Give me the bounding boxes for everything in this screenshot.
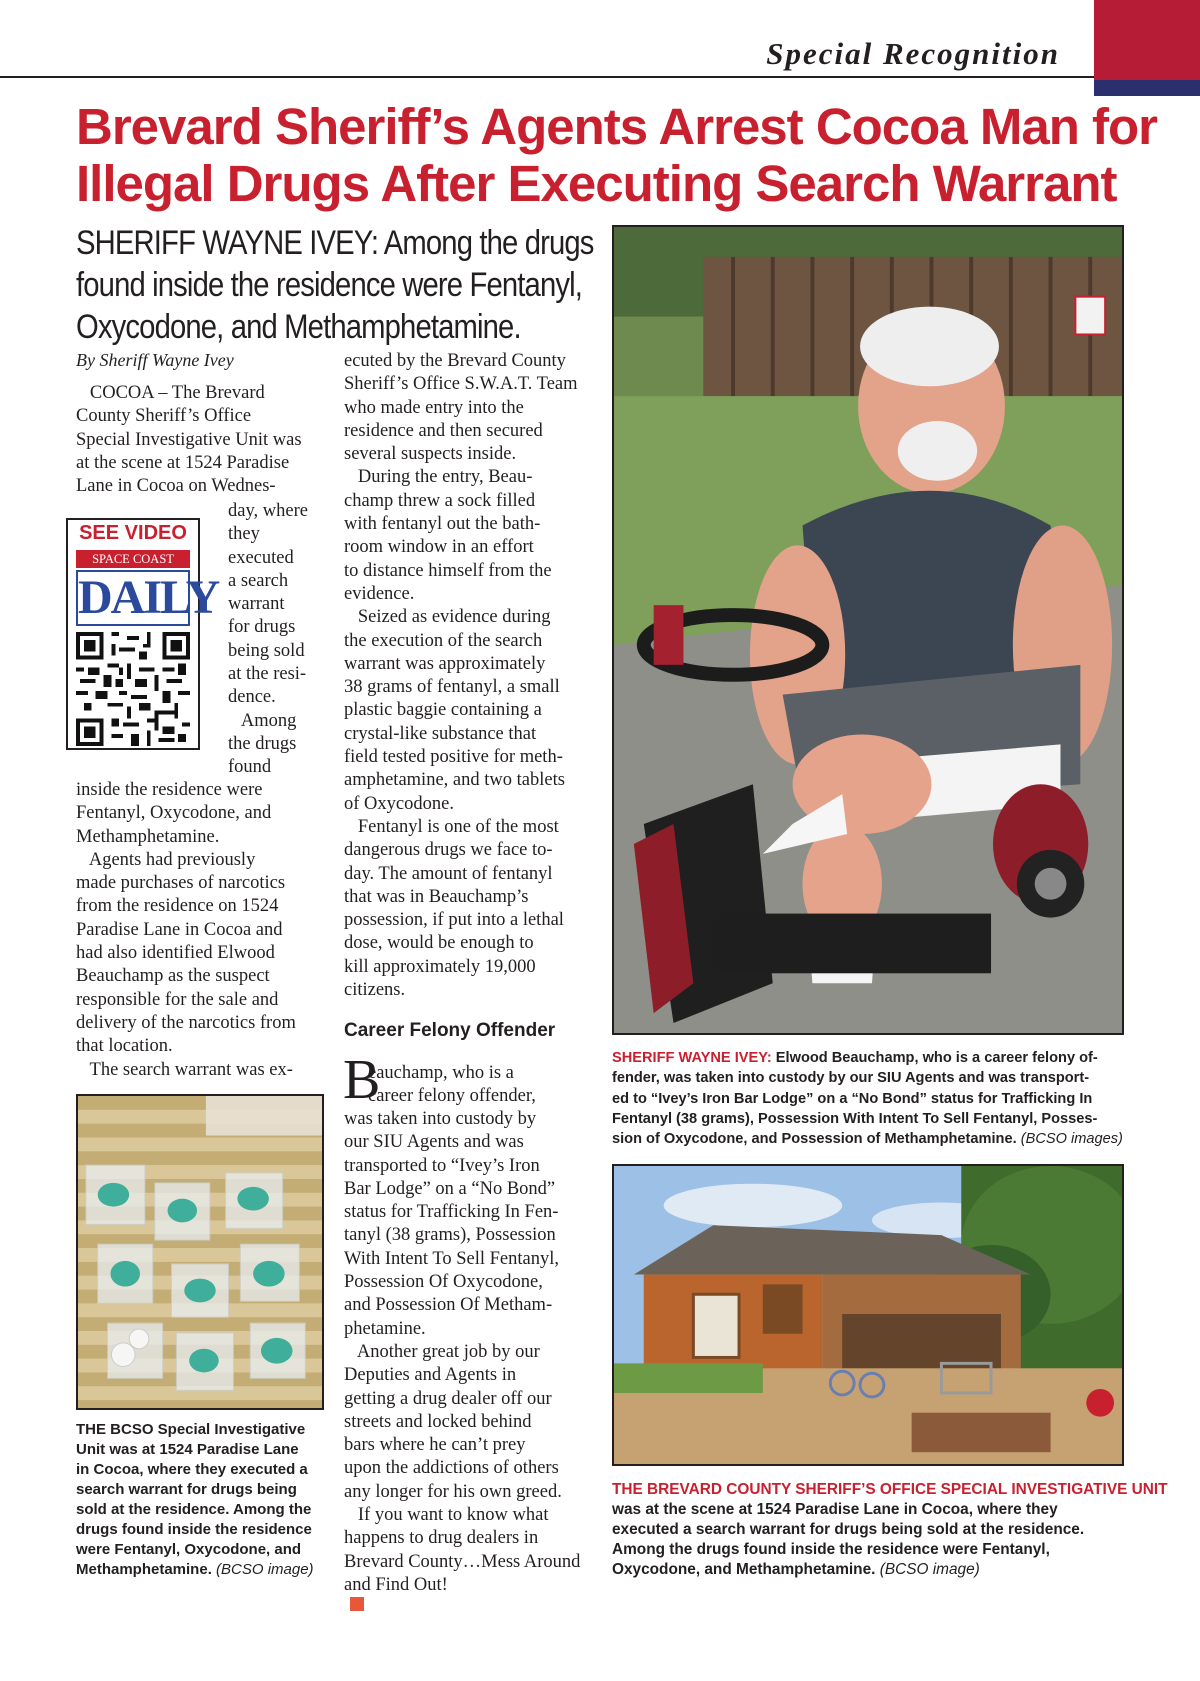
body-column-2-dropcap-lines xyxy=(368,1062,536,1109)
body-line: day, where xyxy=(228,501,308,521)
residence-photo xyxy=(612,1164,1124,1466)
caption-lead: SHERIFF WAYNE IVEY: xyxy=(612,1050,772,1066)
caption-line: drugs found inside the residence xyxy=(76,1521,312,1538)
caption-line: search warrant for drugs being xyxy=(76,1481,297,1498)
body-column-2-bottom xyxy=(344,1108,580,1611)
section-label: Special Recognition xyxy=(766,36,1060,71)
body-line: evidence. xyxy=(344,583,415,604)
body-line: Special Investigative Unit was xyxy=(76,429,302,450)
body-line: had also identified Elwood xyxy=(76,943,275,964)
caption-text: Elwood Beauchamp, who is a career felony of- xyxy=(771,1050,1098,1066)
daily-logo xyxy=(76,570,219,626)
drugs-photo-illustration xyxy=(78,1096,322,1408)
body-line: transported to “Ivey’s Iron xyxy=(344,1155,540,1176)
residence-photo-caption xyxy=(612,1480,1168,1580)
body-line: at the scene at 1524 Paradise xyxy=(76,452,290,473)
body-line: If you want to know what xyxy=(344,1505,549,1526)
section-subhead: Career Felony Offender xyxy=(344,1020,556,1041)
body-line: residence and then secured xyxy=(344,420,543,441)
caption-line: executed a search warrant for drugs being sold at the residence. xyxy=(612,1521,1085,1538)
body-line: streets and locked behind xyxy=(344,1411,532,1432)
residence-photo-illustration xyxy=(614,1166,1122,1464)
body-line: was taken into custody by xyxy=(344,1109,537,1129)
body-line: day. The amount of fentanyl xyxy=(344,863,553,884)
body-line: happens to drug dealers in xyxy=(344,1528,539,1549)
body-column-1-top xyxy=(76,382,302,498)
body-line: warrant was approximately xyxy=(344,653,546,674)
body-line: 38 grams of fentanyl, a small xyxy=(344,677,560,698)
body-line: citizens. xyxy=(344,980,406,1001)
header-red-block xyxy=(1094,0,1200,80)
body-line: made purchases of narcotics xyxy=(76,873,286,894)
body-line: Among xyxy=(228,710,297,731)
caption-line: Fentanyl (38 grams), Possession With Intent To Sell Fentanyl, Posses- xyxy=(612,1110,1098,1127)
body-line: room window in an effort xyxy=(344,537,534,558)
drop-cap: B xyxy=(343,1049,381,1111)
body-line: plastic baggie containing a xyxy=(344,700,542,721)
header-navy-bar xyxy=(1094,80,1200,96)
body-line: several suspects inside. xyxy=(344,444,517,465)
body-line: kill approximately 19,000 xyxy=(344,956,536,977)
headline-line: Brevard Sheriff’s Agents Arrest Cocoa Man for xyxy=(76,98,1158,155)
daily-logo-text: DAILY xyxy=(78,571,219,624)
caption-line: were Fentanyl, Oxycodone, and xyxy=(76,1541,302,1558)
body-line: responsible for the sale and xyxy=(76,989,279,1010)
body-line: at the resi- xyxy=(228,664,307,685)
suspect-photo-caption xyxy=(612,1048,1123,1149)
body-line: executed xyxy=(228,547,294,568)
caption-text: Methamphetamine. xyxy=(76,1561,212,1578)
body-line: the execution of the search xyxy=(344,630,543,651)
deck-line: Oxycodone, and Methamphetamine. xyxy=(76,308,521,346)
article-headline xyxy=(76,98,1158,212)
body-line: and Possession Of Metham- xyxy=(344,1295,553,1316)
body-column-2-top xyxy=(344,350,578,1002)
body-line: Paradise Lane in Cocoa and xyxy=(76,919,283,940)
body-line: of Oxycodone. xyxy=(344,793,454,814)
body-line: tanyl (38 grams), Possession xyxy=(344,1225,556,1246)
photo-credit: (BCSO image) xyxy=(216,1561,314,1578)
caption-line xyxy=(612,1560,1168,1580)
body-line: crystal-like substance that xyxy=(344,723,537,744)
header-rule xyxy=(0,76,1094,78)
body-line: Deputies and Agents in xyxy=(344,1365,517,1386)
body-line: Brevard County…Mess Around xyxy=(344,1551,581,1572)
body-line: Sheriff’s Office S.W.A.T. Team xyxy=(344,374,578,395)
caption-line xyxy=(612,1048,1123,1068)
caption-text: sion of Oxycodone, and Possession of Methamphetamine. xyxy=(612,1131,1017,1148)
drugs-photo-caption xyxy=(76,1420,314,1580)
body-line: dose, would be enough to xyxy=(344,933,534,954)
body-line: Bar Lodge” on a “No Bond” xyxy=(344,1178,556,1199)
caption-line: in Cocoa, where they executed a xyxy=(76,1461,308,1478)
space-coast-label: SPACE COAST xyxy=(76,550,190,568)
headline-line: Illegal Drugs After Executing Search Warrant xyxy=(76,155,1117,212)
body-line: During the entry, Beau- xyxy=(344,467,533,488)
suspect-photo-illustration xyxy=(614,227,1122,1033)
deck-line: found inside the residence were Fentanyl, xyxy=(76,266,583,304)
caption-line: sold at the residence. Among the xyxy=(76,1501,312,1518)
caption-text: Oxycodone, and Methamphetamine. xyxy=(612,1561,876,1578)
body-line: dence. xyxy=(228,687,276,708)
body-line: COCOA – The Brevard xyxy=(76,383,265,403)
body-line-last xyxy=(344,1574,580,1611)
body-line: ecuted by the Brevard County xyxy=(344,351,566,371)
article-deck xyxy=(76,222,594,348)
body-line: who made entry into the xyxy=(344,397,524,418)
body-line: status for Trafficking In Fen- xyxy=(344,1202,559,1223)
caption-line: Unit was at 1524 Paradise Lane xyxy=(76,1441,299,1458)
body-column-1-wrap xyxy=(228,500,308,780)
body-line: field tested positive for meth- xyxy=(344,747,563,768)
body-line: that location. xyxy=(76,1036,173,1057)
body-line: warrant xyxy=(228,594,285,615)
qr-code-icon[interactable] xyxy=(76,632,190,746)
body-line: delivery of the narcotics from xyxy=(76,1012,296,1033)
end-of-article-mark xyxy=(350,1597,364,1611)
body-line: Possession Of Oxycodone, xyxy=(344,1272,543,1293)
body-line: that was in Beauchamp’s xyxy=(344,886,529,907)
body-line: amphetamine, and two tablets xyxy=(344,770,565,791)
body-line: Fentanyl is one of the most xyxy=(344,816,559,837)
body-line: Seized as evidence during xyxy=(344,607,551,628)
caption-line xyxy=(76,1560,314,1580)
body-line: they xyxy=(228,524,260,545)
caption-line: ed to “Ivey’s Iron Bar Lodge” on a “No Bond” status for Trafficking In xyxy=(612,1090,1093,1107)
body-line: eauchamp, who is a xyxy=(368,1063,514,1083)
body-line: from the residence on 1524 xyxy=(76,896,279,917)
body-line: for drugs xyxy=(228,617,296,638)
caption-line xyxy=(612,1129,1123,1149)
body-line: Fentanyl, Oxycodone, and xyxy=(76,803,272,824)
last-line-text: and Find Out! xyxy=(344,1574,448,1595)
caption-line: Among the drugs found inside the residence were Fentanyl, xyxy=(612,1541,1050,1558)
photo-credit: (BCSO image) xyxy=(879,1561,980,1578)
body-line: getting a drug dealer off our xyxy=(344,1388,552,1409)
body-line: the drugs xyxy=(228,733,297,754)
caption-line: fender, was taken into custody by our SIU Agents and was transport- xyxy=(612,1070,1090,1087)
body-line: Beauchamp as the suspect xyxy=(76,966,270,987)
body-line: bars where he can’t prey xyxy=(344,1435,526,1456)
body-line: being sold xyxy=(228,640,305,661)
body-line: our SIU Agents and was xyxy=(344,1132,524,1153)
body-line: Lane in Cocoa on Wednes- xyxy=(76,476,276,497)
body-line: with fentanyl out the bath- xyxy=(344,514,541,535)
body-line: inside the residence were xyxy=(76,780,263,800)
body-line: any longer for his own greed. xyxy=(344,1481,562,1502)
caption-line: THE BCSO Special Investigative xyxy=(76,1421,306,1438)
body-line: a search xyxy=(228,570,289,591)
body-line: upon the addictions of others xyxy=(344,1458,559,1479)
body-line: Methamphetamine. xyxy=(76,826,220,847)
deck-line: SHERIFF WAYNE IVEY: Among the drugs xyxy=(76,224,594,262)
body-line: career felony offender, xyxy=(368,1086,536,1107)
body-line: Agents had previously xyxy=(76,849,256,870)
see-video-qr-box[interactable] xyxy=(66,518,219,750)
caption-line: was at the scene at 1524 Paradise Lane in Cocoa, where they xyxy=(612,1501,1058,1518)
body-line: County Sheriff’s Office xyxy=(76,406,252,427)
see-video-label: SEE VIDEO xyxy=(79,522,187,544)
body-column-1-bottom xyxy=(76,779,296,1082)
suspect-photo xyxy=(612,225,1124,1035)
body-line: phetamine. xyxy=(344,1318,426,1339)
body-line: champ threw a sock filled xyxy=(344,490,536,511)
body-line: found xyxy=(228,757,272,778)
drugs-evidence-photo xyxy=(76,1094,324,1410)
body-line: possession, if put into a lethal xyxy=(344,910,564,931)
body-line: With Intent To Sell Fentanyl, xyxy=(344,1248,559,1269)
body-line: dangerous drugs we face to- xyxy=(344,840,553,861)
caption-lead: THE BREVARD COUNTY SHERIFF’S OFFICE SPECIAL INVESTIGATIVE UNIT xyxy=(612,1481,1168,1498)
photo-credit: (BCSO images) xyxy=(1020,1131,1123,1148)
byline: By Sheriff Wayne Ivey xyxy=(76,350,234,370)
body-line: The search warrant was ex- xyxy=(76,1059,293,1080)
body-line: Another great job by our xyxy=(344,1341,540,1362)
body-line: to distance himself from the xyxy=(344,560,552,581)
